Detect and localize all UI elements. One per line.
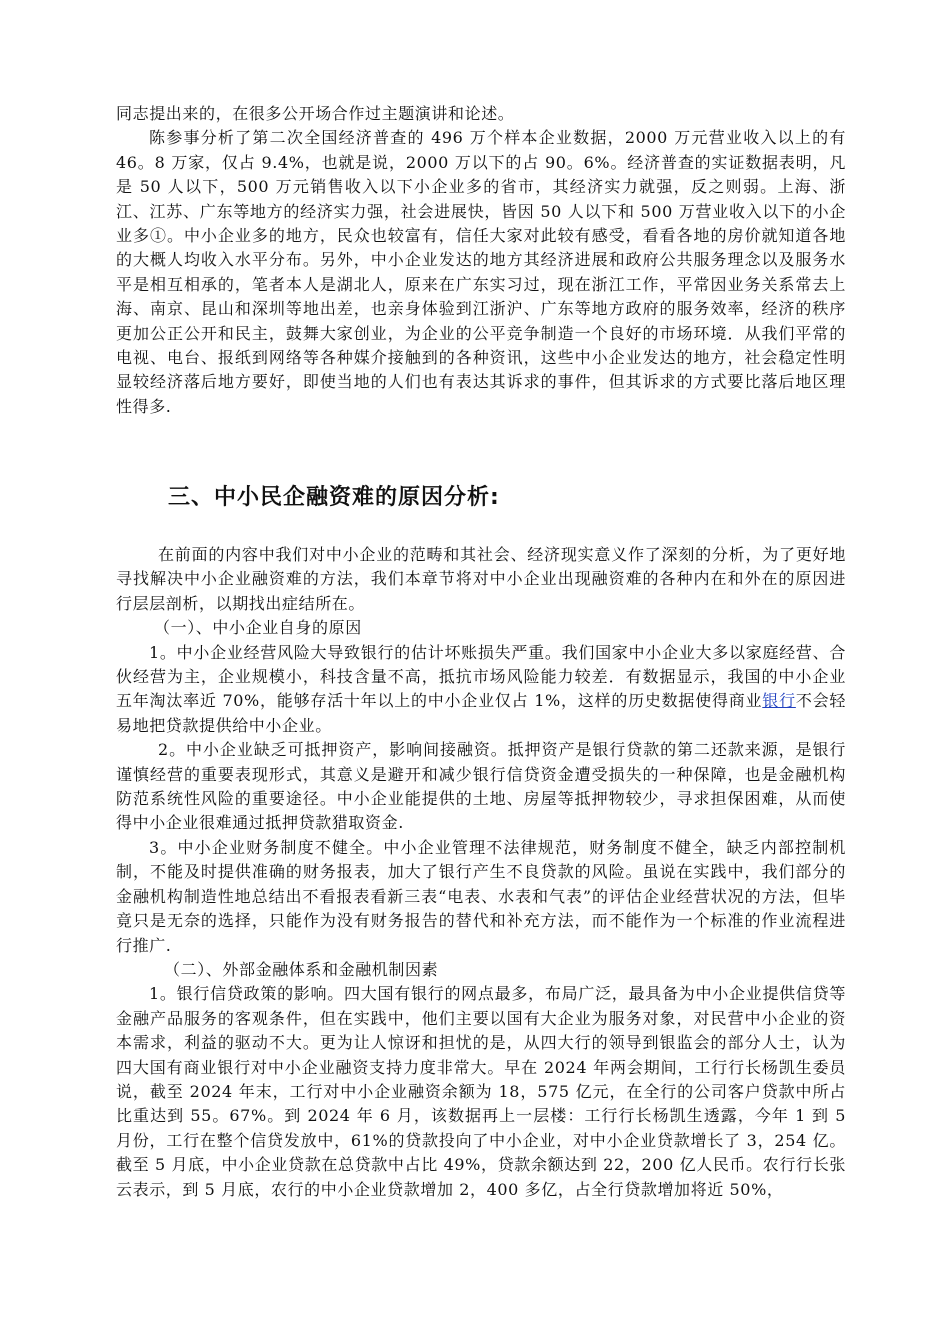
subsection-title: （一）、中小企业自身的原因 <box>154 618 362 638</box>
section-body <box>116 543 846 1202</box>
subsection-title: （二）、外部金融体系和金融机制因素 <box>164 959 439 979</box>
paragraph: 在前面的内容中我们对中小企业的范畴和其社会、经济现实意义作了深刻的分析，为了更好地寻找解决中小企业融资难的方法，我们本章节将对中小企业出现融资难的各种内在和外在的原因进行层层剖析，以期找出症结所在。 <box>116 545 846 613</box>
paragraph-text: 1。中小企业经营风险大导致银行的估计坏账损失严重。我们国家中小企业大多以家庭经营、合伙经营为主，企业规模小，科技含量不高，抵抗市场风险能力较差．有数据显示，我国的中小企业五年淘汰率近 70%，能够存活十年以上的中小企业仅占 1%，这样的历史数据使得商业 <box>116 642 846 711</box>
paragraph: 3。中小企业财务制度不健全。中小企业管理不法律规范，财务制度不健全，缺乏内部控制机制，不能及时提供准确的财务报表，加大了银行产生不良贷款的风险。虽说在实践中，我们部分的金融机构制造性地总结出不看报表看新三表“电表、水表和气表”的评估企业经营状况的方法，但毕竟只是无奈的选择，只能作为没有财务报告的替代和补充方法，而不能作为一个标准的作业流程进行推广. <box>116 837 846 955</box>
paragraph <box>116 641 846 739</box>
paragraph-text: 不会轻易地把贷款提供给中小企业。 <box>116 691 846 735</box>
paragraph: 陈参事分析了第二次全国经济普查的 496 万个样本企业数据，2000 万元营业收入以上的有 46。8 万家，仅占 9.4%，也就是说，2000 万以下的占 90。6%。经济普查的实证数据表明，凡是 50 人以下，500 万元销售收入以下小企业多的省市，其经济实力就强，反之则弱。上海、浙江、江苏、广东等地方的经济实力强，社会进展快，皆因 50 人以下和 500 万营业收入以下的小企业多①。中小企业多的地方，民众也较富有，信任大家对此较有感受，看看各地的房价就知道各地的大概人均收入水平分布。另外，中小企业发达的地方其经济进展和政府公共服务理念以及服务水平是相互相承的，笔者本人是湖北人，原来在广东实习过，现在浙江工作，平常因业务关系常去上海、南京、昆山和深圳等地出差，也亲身体验到江浙沪、广东等地方政府的服务效率，经济的秩序更加公正公开和民主，鼓舞大家创业，为企业的公平竞争制造一个良好的市场环境．从我们平常的电视、电台、报纸到网络等各种媒介接触到的各种资讯，这些中小企业发达的地方，社会稳定性明显较经济落后地方要好，即使当地的人们也有表达其诉求的事件，但其诉求的方式要比落后地区理性得多. <box>116 128 846 416</box>
bank-link[interactable]: 银行 <box>762 691 796 711</box>
paragraph: 1。银行信贷政策的影响。四大国有银行的网点最多，布局广泛，最具备为中小企业提供信贷等金融产品服务的客观条件，但在实践中，他们主要以国有大企业为服务对象，对民营中小企业的资本需求，利益的驱动不大。更为让人惊讶和担忧的是，从四大行的领导到银监会的部分人士，认为四大国有商业银行对中小企业融资支持力度非常大。早在 2024 年两会期间，工行行长杨凯生委员说，截至 2024 年末，工行对中小企业融资余额为 18，575 亿元，在全行的公司客户贷款中所占比重达到 55。67%。到 2024 年 6 月，该数据再上一层楼：工行行长杨凯生透露，今年 1 到 5 月份，工行在整个信贷发放中，61%的贷款投向了中小企业，对中小企业贷款增长了 3，254 亿。截至 5 月底，中小企业贷款在总贷款中占比 49%，贷款余额达到 22，200 亿人民币。农行行长张云表示，到 5 月底，农行的中小企业贷款增加 2，400 多亿，占全行贷款增加将近 50%， <box>116 984 846 1199</box>
paragraph: 同志提出来的，在很多公开场合作过主题演讲和论述。 <box>116 104 515 123</box>
section-continuation <box>116 102 846 419</box>
section-heading: 三、中小民企融资难的原因分析: <box>168 485 500 510</box>
paragraph: 2。中小企业缺乏可抵押资产，影响间接融资。抵押资产是银行贷款的第二还款来源，是银行谨慎经营的重要表现形式，其意义是避开和减少银行信贷资金遭受损失的一种保障，也是金融机构防范系统性风险的重要途径。中小企业能提供的土地、房屋等抵押物较少，寻求担保困难，从而使得中小企业很难通过抵押贷款猎取资金. <box>116 740 846 833</box>
